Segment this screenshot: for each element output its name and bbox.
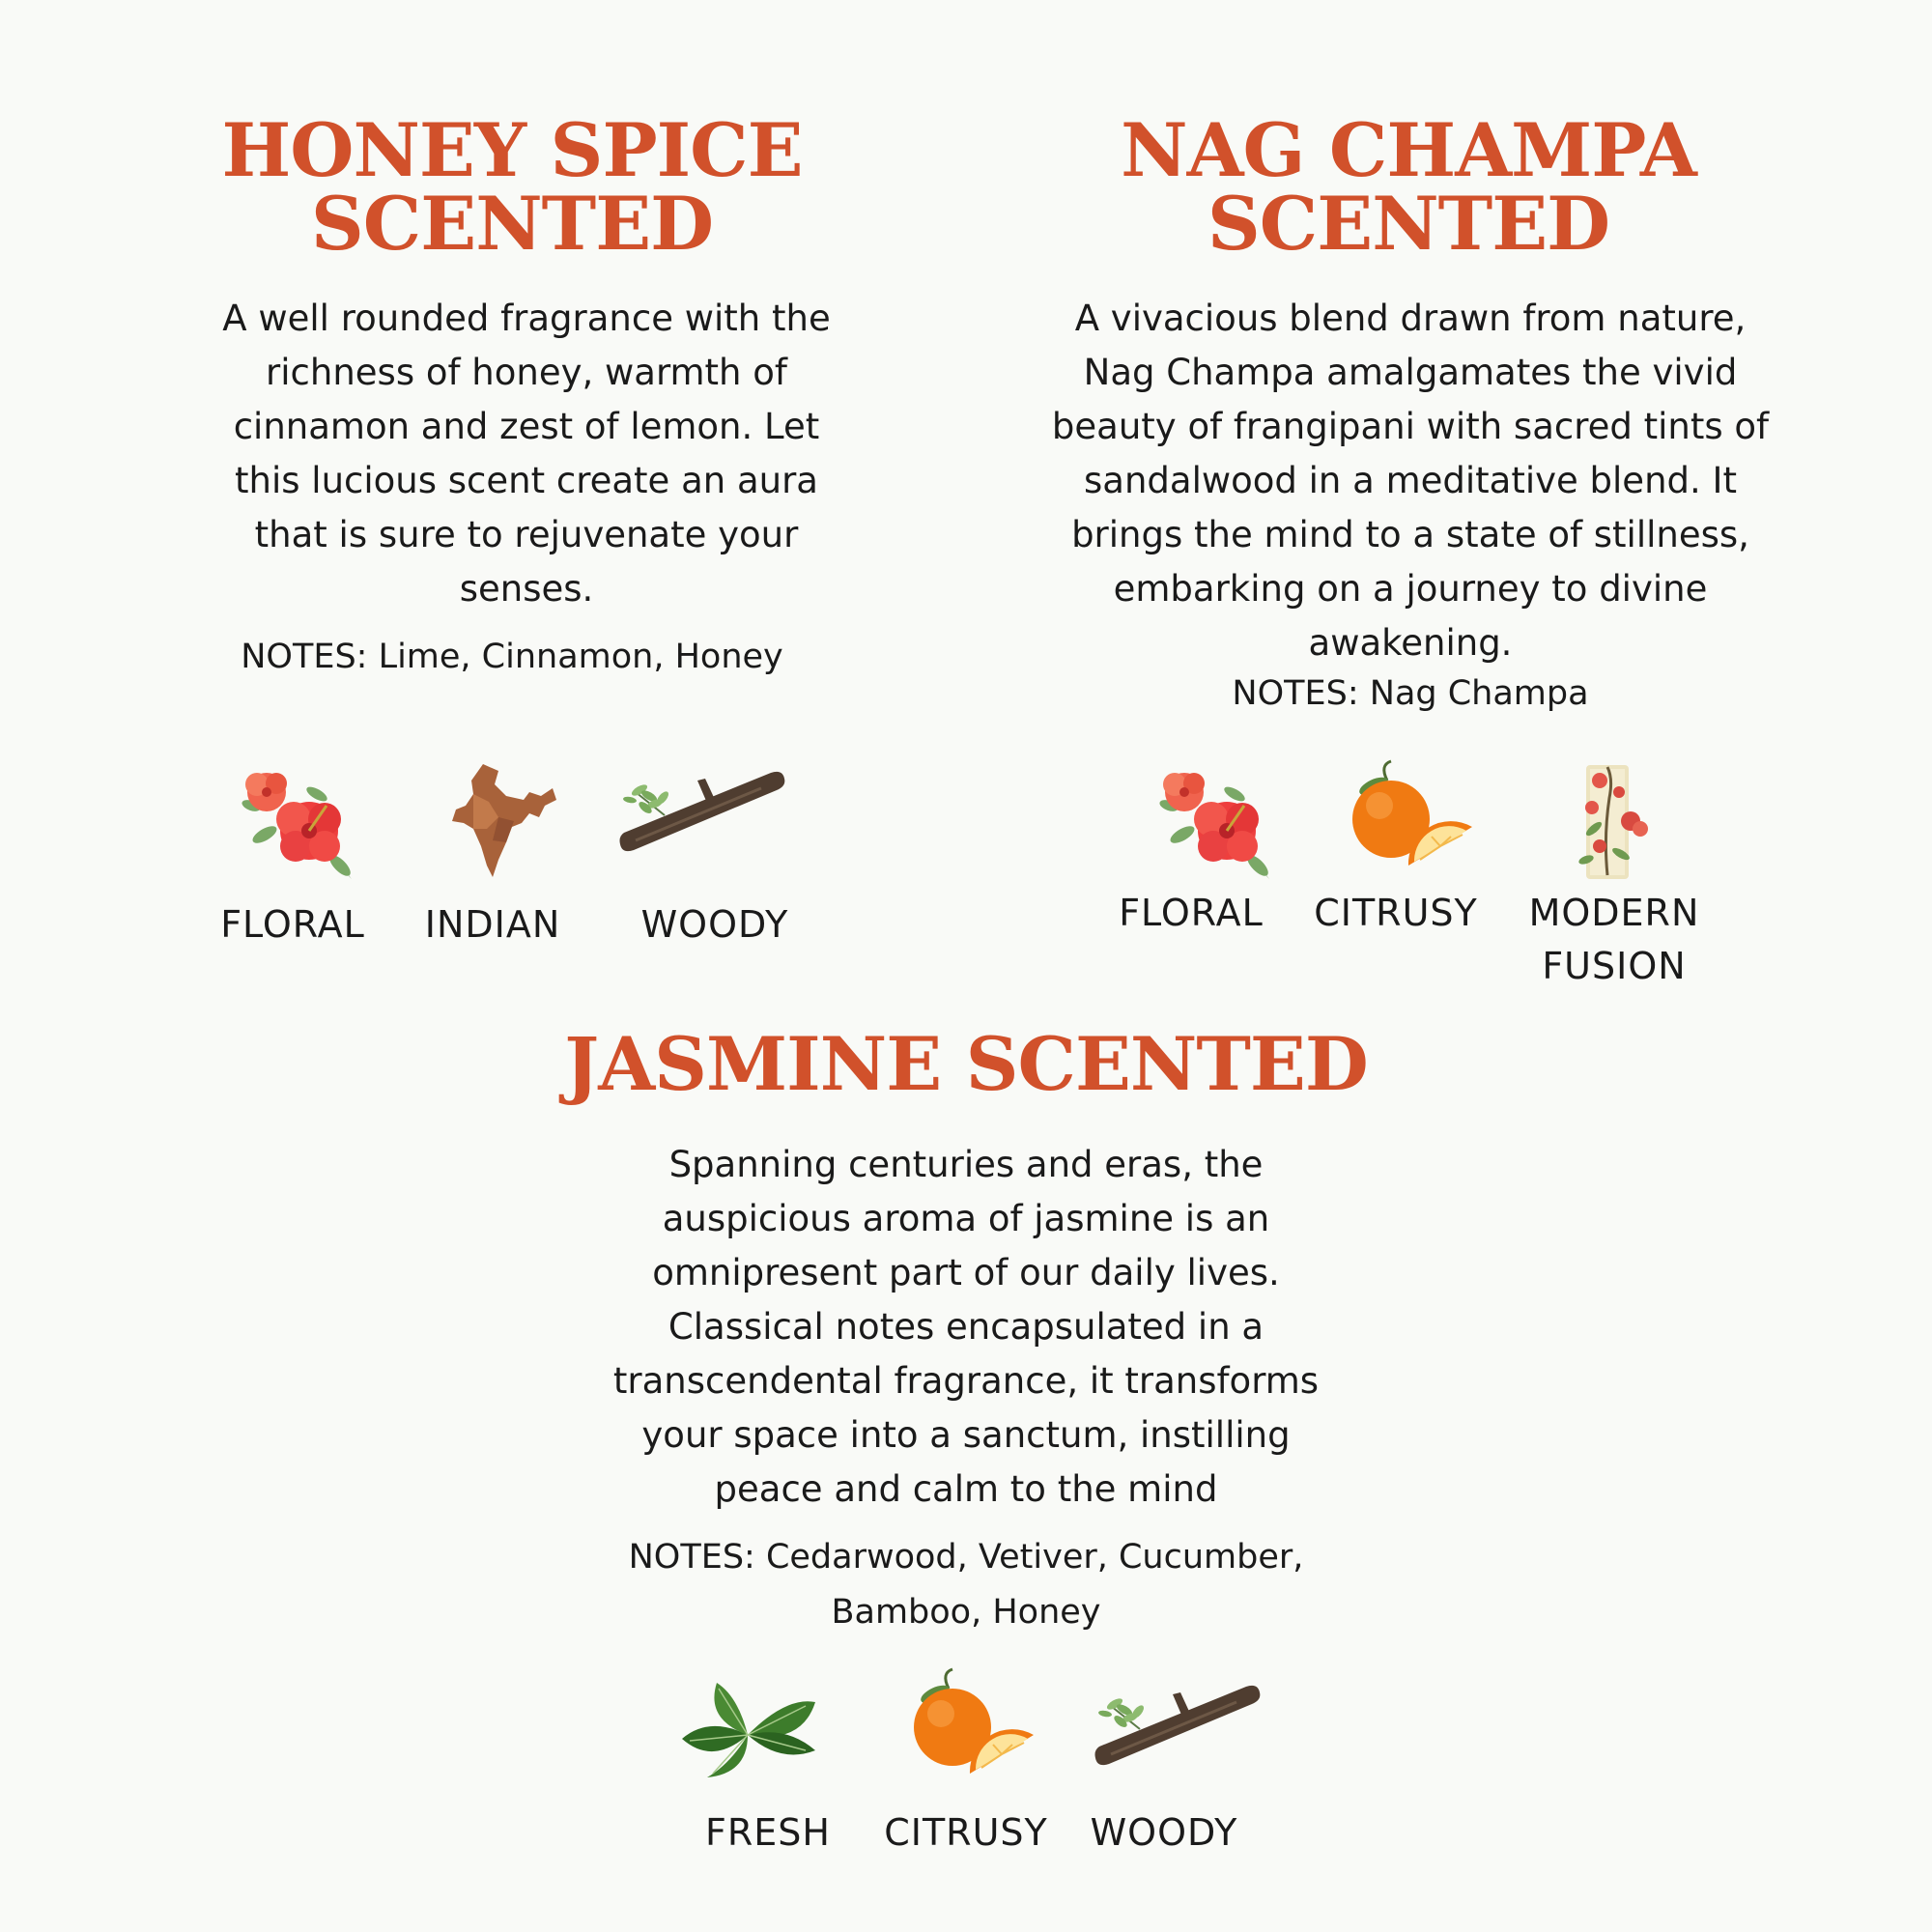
label-fresh: FRESH <box>705 1811 831 1854</box>
green-leaves-icon <box>680 1677 825 1783</box>
label-floral: FLORAL <box>1119 892 1264 934</box>
label-woody: WOODY <box>640 903 789 946</box>
honey-spice-title <box>155 107 869 267</box>
hibiscus-icon <box>1150 761 1285 887</box>
orange-icon <box>1341 759 1476 875</box>
nag-champa-notes: NOTES: Nag Champa <box>1232 674 1589 713</box>
label-fusion: FUSION <box>1542 945 1687 987</box>
nag-champa-description: A vivacious blend drawn from nature, Nag Champa amalgamates the vivid beauty of frangipani with sacred tints of sandalwood in a meditative blend. It brings the mind to a state of stillness, embarking on a journey to divine awakening. <box>1051 298 1770 664</box>
label-modern: MODERN <box>1528 892 1700 934</box>
label-woody: WOODY <box>1090 1811 1238 1854</box>
india-map-icon <box>444 759 560 885</box>
wood-branch-icon <box>616 753 790 860</box>
hibiscus-icon <box>232 761 367 887</box>
label-floral: FLORAL <box>220 903 365 946</box>
flowering-branch-icon <box>1565 759 1652 885</box>
orange-icon <box>902 1667 1037 1783</box>
nag-champa-title <box>1051 107 1766 267</box>
nag-champa-title-line1: NAG CHAMPA <box>1121 107 1696 193</box>
wood-branch-icon <box>1092 1667 1265 1774</box>
honey-spice-title-line2: SCENTED <box>310 181 714 267</box>
nag-champa-title-line2: SCENTED <box>1207 181 1610 267</box>
honey-spice-description: A well rounded fragrance with the richness of honey, warmth of cinnamon and zest of lemon. Let this lucious scent create an aura that is sure to rejuvenate your senses. <box>222 298 831 610</box>
jasmine-notes: NOTES: Cedarwood, Vetiver, Cucumber, Bamboo, Honey <box>628 1538 1304 1632</box>
label-citrusy: CITRUSY <box>1314 892 1478 934</box>
label-indian: INDIAN <box>424 903 561 946</box>
label-citrusy: CITRUSY <box>884 1811 1048 1854</box>
jasmine-description: Spanning centuries and eras, the auspicious aroma of jasmine is an omnipresent part of our daily lives. Classical notes encapsulated in a transcendental fragrance, it transforms your space into a sanctum, instilling peace and calm to the mind <box>612 1144 1320 1510</box>
jasmine-title: JASMINE SCENTED <box>564 1021 1368 1107</box>
honey-spice-title-line1: HONEY SPICE <box>221 107 803 193</box>
honey-spice-notes: NOTES: Lime, Cinnamon, Honey <box>241 638 783 676</box>
